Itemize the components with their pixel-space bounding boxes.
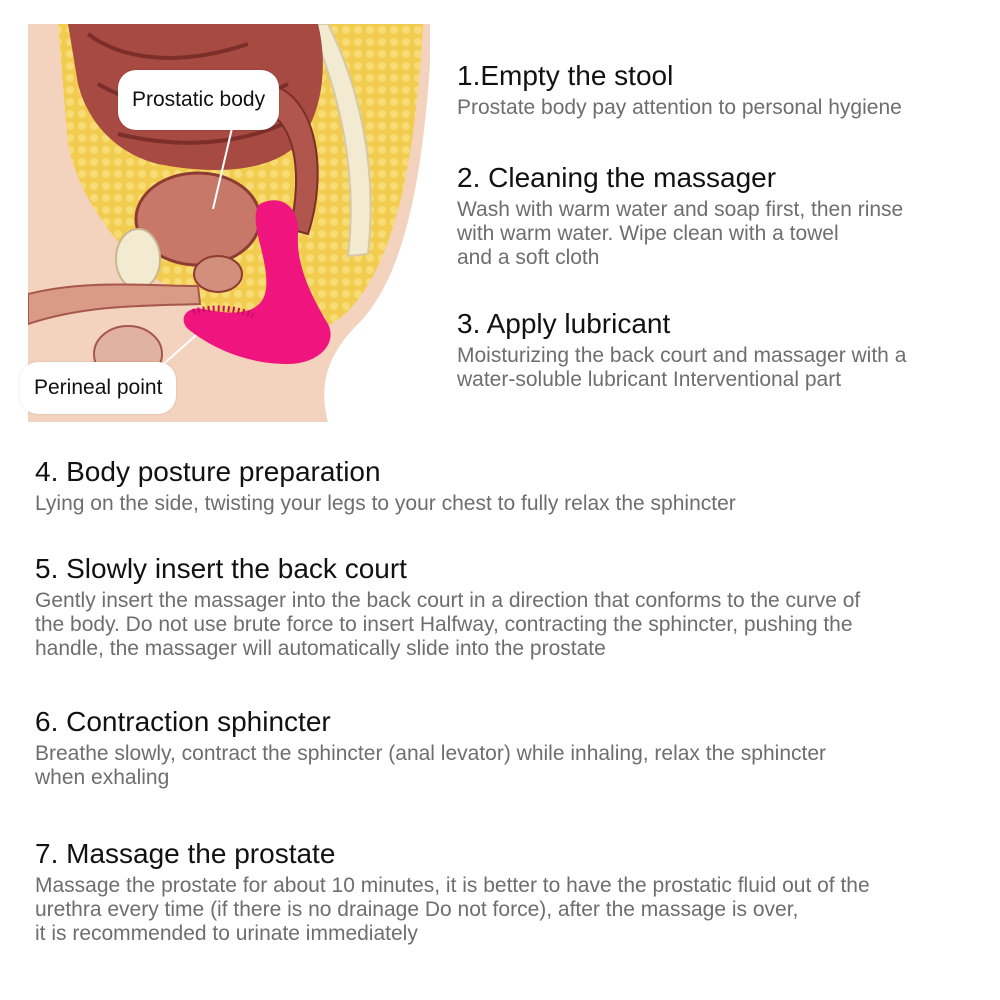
step-title: 6. Contraction sphincter: [35, 706, 331, 737]
step-1: [457, 60, 902, 120]
step-text: [35, 874, 870, 946]
step-title: 5. Slowly insert the back court: [35, 553, 407, 584]
step-line: when exhaling: [35, 766, 170, 789]
step-4: [35, 456, 736, 516]
step-title: 4. Body posture preparation: [35, 456, 381, 487]
step-title: 7. Massage the prostate: [35, 838, 336, 869]
step-title: 1.Empty the stool: [457, 60, 674, 91]
step-7: [35, 838, 870, 946]
step-line: Massage the prostate for about 10 minutes, it is better to have the prostatic fluid out of the: [35, 874, 870, 897]
step-title: 3. Apply lubricant: [457, 308, 671, 339]
step-text: [35, 492, 736, 516]
step-text: [35, 589, 860, 661]
step-line: Lying on the side, twisting your legs to your chest to fully relax the sphincter: [35, 492, 736, 515]
step-text: [457, 96, 902, 120]
step-5: [35, 553, 860, 661]
step-line: Breathe slowly, contract the sphincter (anal levator) while inhaling, relax the sphincter: [35, 742, 827, 765]
step-text: [35, 742, 826, 790]
step-text: [457, 344, 906, 392]
step-line: the body. Do not use brute force to insert Halfway, contracting the sphincter, pushing the: [35, 613, 853, 636]
step-line: Prostate body pay attention to personal hygiene: [457, 96, 902, 119]
step-line: water-soluble lubricant Interventional part: [457, 368, 842, 391]
step-line: urethra every time (if there is no drainage Do not force), after the massage is over,: [35, 898, 799, 921]
step-line: and a soft cloth: [457, 246, 600, 269]
step-6: [35, 706, 826, 790]
step-line: it is recommended to urinate immediately: [35, 922, 418, 945]
step-line: handle, the massager will automatically slide into the prostate: [35, 637, 606, 660]
perineal-point-callout: Perineal point: [20, 362, 176, 414]
step-line: with warm water. Wipe clean with a towel: [457, 222, 839, 245]
prostatic-body-callout: Prostatic body: [118, 70, 279, 130]
step-line: Moisturizing the back court and massager with a: [457, 344, 907, 367]
step-line: Wash with warm water and soap first, then rinse: [457, 198, 904, 221]
step-line: Gently insert the massager into the back court in a direction that conforms to the curve of: [35, 589, 861, 612]
step-title: 2. Cleaning the massager: [457, 162, 777, 193]
step-3: [457, 308, 906, 392]
step-text: [457, 198, 903, 270]
step-2: [457, 162, 903, 270]
